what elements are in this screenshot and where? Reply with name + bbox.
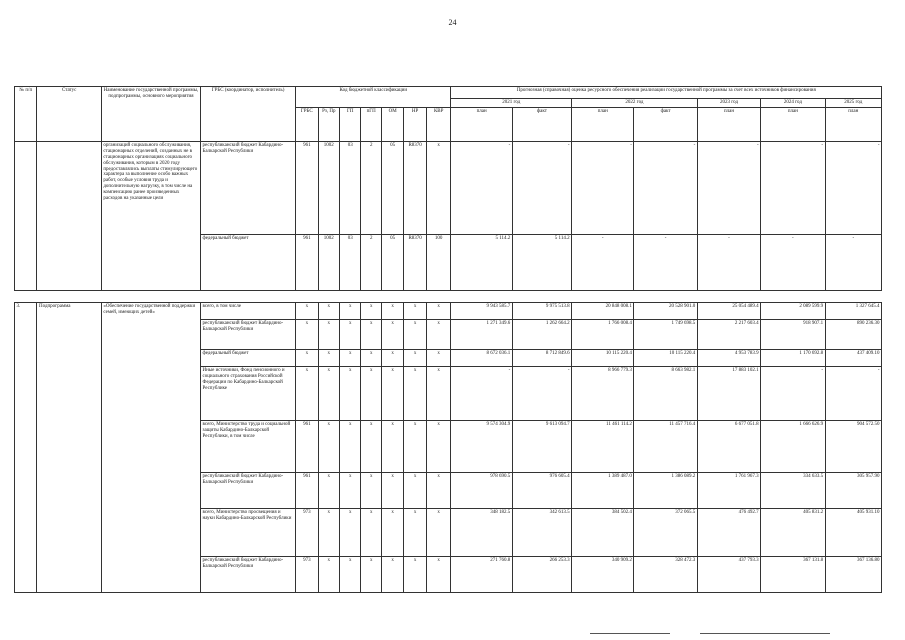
value-cell: 1 761 967.3 [697,473,760,509]
header-code: пГП [361,108,381,142]
code-cell: x [361,303,381,320]
value-cell: - [634,235,697,291]
value-cell: 384 502.4 [572,509,634,557]
value-cell: 11 461 114.2 [572,421,634,473]
code-cell: x [381,473,403,509]
header-year: 2023 год [697,99,760,108]
value-cell: 5 114.2 [512,235,571,291]
value-cell: - [697,235,760,291]
row-source: федеральный бюджет [201,235,296,291]
value-cell: 266 253.3 [512,557,571,593]
code-cell: 2 [361,235,381,291]
code-cell: x [318,421,339,473]
code-cell: x [381,421,403,473]
row-num [15,142,37,291]
code-cell: x [426,142,451,235]
header-estimate-group: Прогнозная (справочная) оценка ресурсного обеспечения реализации государственной программы за счет всех источников финансирования [451,87,882,99]
code-cell: x [361,367,381,421]
header-subcol: план [761,108,825,142]
value-cell: 25 054 489.4 [697,303,760,320]
code-cell: x [426,303,451,320]
header-subcol: факт [634,108,697,142]
code-cell: x [318,320,339,350]
value-cell: - [761,235,825,291]
code-cell: 973 [296,509,318,557]
value-cell: 8 712 849.6 [512,350,571,367]
value-cell: 9 613 094.7 [512,421,571,473]
value-cell: - [761,367,825,421]
value-cell: 1 666 626.9 [761,421,825,473]
table-row [15,142,882,235]
value-cell: 17 883 102.1 [697,367,760,421]
section-gap [15,291,882,303]
code-cell: x [318,367,339,421]
code-cell: 100 [426,235,451,291]
code-cell: x [361,320,381,350]
code-cell: x [426,421,451,473]
row-source: республиканский бюджет Кабардино-Балкарской Республики [201,557,296,593]
code-cell: x [340,421,361,473]
value-cell: 367 131.8 [761,557,825,593]
value-cell: 9 975 513.8 [512,303,571,320]
value-cell: 20 848 008.1 [572,303,634,320]
header-code: ГП [340,108,361,142]
value-cell: - [512,142,571,235]
row-name: организаций социального обслуживания, стационарных отделений, созданных не в стационарных организациях социального обслуживания, которым в 2020 году предоставлялись выплаты стимулирующего характера за выполнение особо важных работ, особые условия труда и дополнительную нагрузку, в том числе на компенсацию ранее произведенных расходов на указанные цели [101,142,200,291]
value-cell: 437 793.3 [697,557,760,593]
code-cell: x [361,473,381,509]
header-year: 2021 год [451,99,572,108]
code-cell: x [404,473,426,509]
code-cell: x [404,350,426,367]
value-cell: 1 749 698.5 [634,320,697,350]
code-cell: 2 [361,142,381,235]
code-cell: 05 [381,142,403,235]
code-cell: 961 [296,142,318,235]
row-source: всего, в том числе [201,303,296,320]
code-cell: x [296,320,318,350]
code-cell: x [381,303,403,320]
value-cell: - [451,142,512,235]
code-cell: x [340,509,361,557]
value-cell: - [697,142,760,235]
value-cell: - [572,235,634,291]
code-cell: x [426,350,451,367]
header-code: НР [404,108,426,142]
code-cell: x [361,557,381,593]
code-cell: x [381,557,403,593]
code-cell: R8370 [404,142,426,235]
header-year: 2022 год [572,99,698,108]
value-cell: 5 114.2 [451,235,512,291]
value-cell: 1 262 664.2 [512,320,571,350]
scan-edge-line [700,633,830,634]
code-cell: x [296,303,318,320]
value-cell: - [572,142,634,235]
code-cell: x [381,509,403,557]
value-cell: 11 457 716.4 [634,421,697,473]
header-subcol: план [572,108,634,142]
value-cell: 372 065.5 [634,509,697,557]
code-cell: x [340,303,361,320]
table-row [15,303,882,320]
scan-edge-line [590,633,670,634]
row-status: Подпрограмма [37,303,101,593]
code-cell: x [318,509,339,557]
value-cell: 476 492.7 [697,509,760,557]
row-num: 3. [15,303,37,593]
value-cell: 367 136.80 [825,557,881,593]
value-cell: 1 327 645.4 [825,303,881,320]
code-cell: x [381,320,403,350]
code-cell: x [318,473,339,509]
value-cell: 976 605.4 [512,473,571,509]
value-cell: 904 572.50 [825,421,881,473]
header-code-group: Код бюджетной классификации [296,87,451,108]
header-code: КВР [426,108,451,142]
value-cell: 271 760.8 [451,557,512,593]
code-cell: x [361,509,381,557]
code-cell: x [404,557,426,593]
value-cell: - [825,235,881,291]
value-cell: 8 663 982.1 [634,367,697,421]
header-subcol: факт [512,108,571,142]
value-cell: 348 182.5 [451,509,512,557]
code-cell: x [318,557,339,593]
value-cell: 1 389 487.0 [572,473,634,509]
code-cell: x [340,557,361,593]
code-cell: x [318,303,339,320]
value-cell: 10 115 220.4 [572,350,634,367]
code-cell: x [426,320,451,350]
value-cell: 2 217 603.4 [697,320,760,350]
code-cell: x [426,509,451,557]
value-cell: - [761,142,825,235]
value-cell: 340 909.2 [572,557,634,593]
value-cell: 8 672 036.1 [451,350,512,367]
value-cell: 305 957.90 [825,473,881,509]
code-cell: x [296,350,318,367]
header-code: ОМ [381,108,403,142]
header-name: Наименование государственной программы, подпрограммы, основного мероприятия [101,87,200,142]
value-cell: 6 677 051.8 [697,421,760,473]
code-cell: x [404,367,426,421]
code-cell: x [361,350,381,367]
code-cell: x [361,421,381,473]
row-source: республиканский бюджет Кабардино-Балкарской Республики [201,320,296,350]
value-cell: 328 472.3 [634,557,697,593]
code-cell: 03 [340,142,361,235]
code-cell: x [381,367,403,421]
budget-table [14,86,882,593]
row-source: всего, Министерство труда и социальной защиты Кабардино-Балкарской Республики, в том числе [201,421,296,473]
code-cell: 973 [296,557,318,593]
value-cell: 1 170 692.8 [761,350,825,367]
code-cell: 03 [340,235,361,291]
value-cell: 918 907.1 [761,320,825,350]
code-cell: x [426,557,451,593]
code-cell: x [404,509,426,557]
value-cell: - [825,142,881,235]
header-num: № п/п [15,87,37,142]
code-cell: R8370 [404,235,426,291]
value-cell: 8 966 779.3 [572,367,634,421]
value-cell: 2 089 599.9 [761,303,825,320]
code-cell: x [404,320,426,350]
header-year: 2025 год [825,99,881,108]
code-cell: x [340,350,361,367]
header-status: Статус [37,87,101,142]
value-cell: 342 613.5 [512,509,571,557]
code-cell: x [340,367,361,421]
code-cell: 961 [296,235,318,291]
value-cell: 405 831.2 [761,509,825,557]
code-cell: x [426,367,451,421]
code-cell: 961 [296,473,318,509]
row-source: Иные источники, Фонд пенсионного и социального страхования Российской Федерации по Кабардино-Балкарской Республике [201,367,296,421]
value-cell: 437 409.10 [825,350,881,367]
row-source: республиканский бюджет Кабардино-Балкарской Республики [201,142,296,235]
header-subcol: план [825,108,881,142]
header-year: 2024 год [761,99,825,108]
row-source: республиканский бюджет Кабардино-Балкарской Республики [201,473,296,509]
value-cell: 20 528 901.0 [634,303,697,320]
code-cell: 961 [296,421,318,473]
row-source: федеральный бюджет [201,350,296,367]
value-cell: 9 943 585.7 [451,303,512,320]
code-cell: 1002 [318,235,339,291]
value-cell: - [512,367,571,421]
value-cell: 1 766 008.4 [572,320,634,350]
header-subcol: план [451,108,512,142]
header-code: ГРБС [296,108,318,142]
value-cell: 9 574 304.9 [451,421,512,473]
header-grbs: ГРБС (координатор, исполнитель) [201,87,296,142]
row-status [37,142,101,291]
value-cell: 890 236.30 [825,320,881,350]
code-cell: x [381,350,403,367]
code-cell: x [426,473,451,509]
value-cell: - [825,367,881,421]
header-code: Рз, Пр [318,108,339,142]
code-cell: 05 [381,235,403,291]
value-cell: - [634,142,697,235]
value-cell: - [451,367,512,421]
value-cell: 978 690.5 [451,473,512,509]
code-cell: x [340,473,361,509]
row-name: «Обеспечение государственной поддержки семей, имеющих детей» [101,303,200,593]
code-cell: x [404,303,426,320]
code-cell: x [318,350,339,367]
value-cell: 4 953 783.9 [697,350,760,367]
code-cell: x [340,320,361,350]
value-cell: 334 633.5 [761,473,825,509]
page-number: 24 [448,18,457,27]
value-cell: 1 271 349.6 [451,320,512,350]
header-subcol: план [697,108,760,142]
code-cell: x [404,421,426,473]
code-cell: x [296,367,318,421]
code-cell: 1002 [318,142,339,235]
value-cell: 1 386 089.2 [634,473,697,509]
value-cell: 10 115 220.4 [634,350,697,367]
row-source: всего, Министерство просвещения и науки Кабардино-Балкарской Республики [201,509,296,557]
value-cell: 405 931.10 [825,509,881,557]
